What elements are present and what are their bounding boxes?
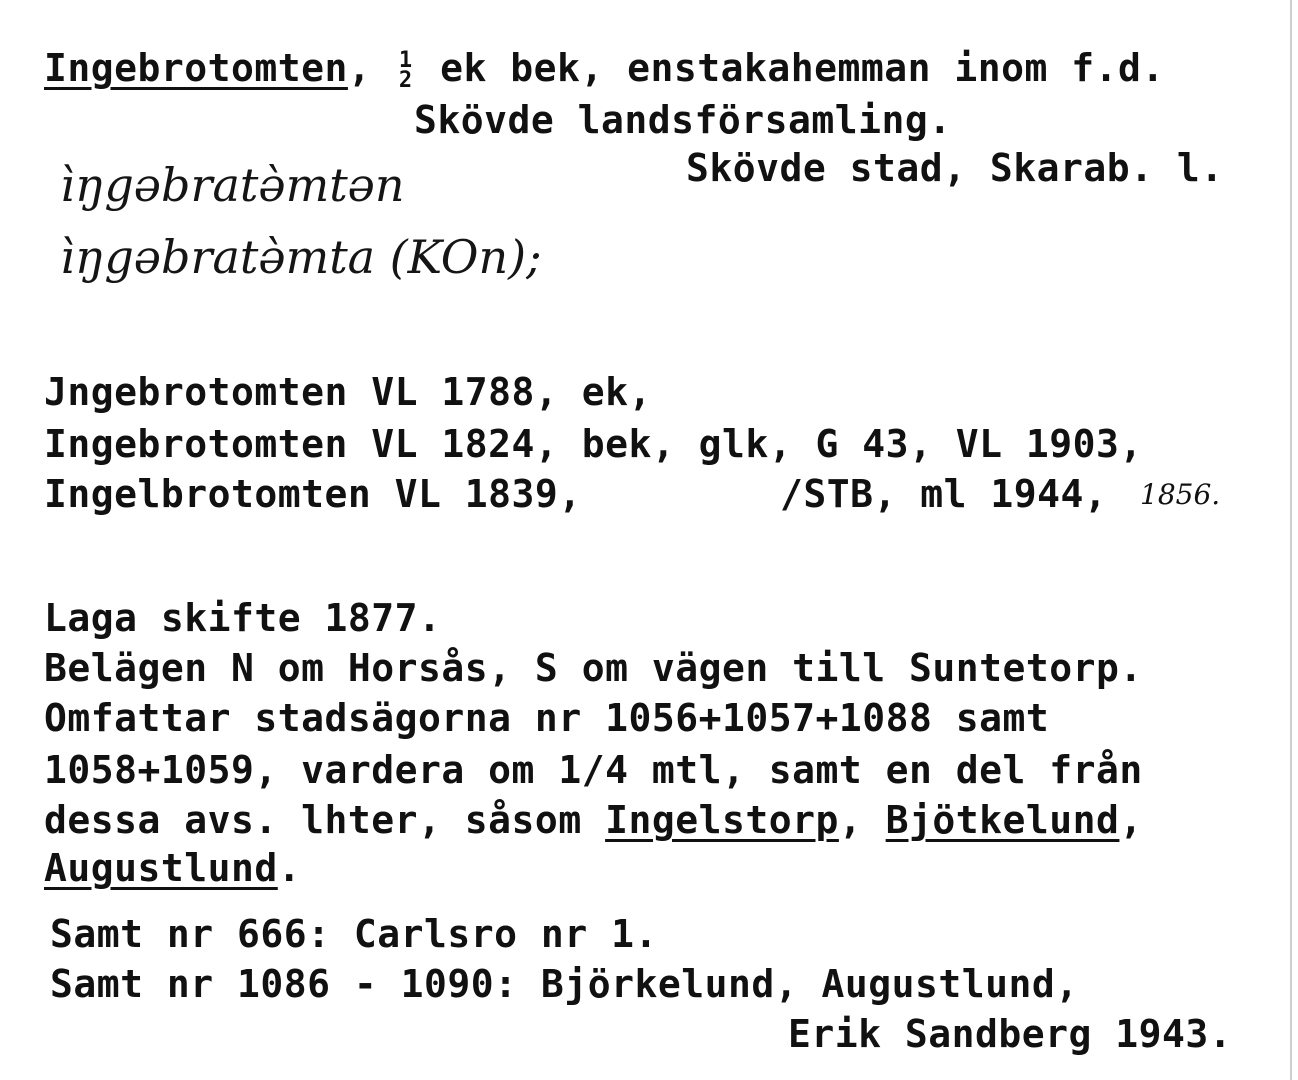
- signature: Erik Sandberg 1943.: [788, 1012, 1233, 1056]
- description-separator: ,: [838, 798, 863, 842]
- pronunciation-handwritten-2: ìŋgəbratə̀mta (KOn);: [60, 230, 542, 284]
- description-line-4-suffix: ,: [1119, 798, 1143, 842]
- fraction-numerator: 1: [398, 47, 413, 73]
- description-line-4: [44, 798, 1143, 842]
- description-line-2: Omfattar stadsägorna nr 1056+1057+1088 samt: [44, 696, 1050, 740]
- description-line-3: 1058+1059, vardera om 1/4 mtl, samt en del från: [44, 748, 1143, 792]
- form-line-1: Jngebrotomten VL 1788, ek,: [44, 370, 652, 414]
- header-line-1: Ingebrotomten, 1 2 ek bek, enstakahemman inom f.d.: [44, 46, 1165, 93]
- card-right-edge: [1290, 0, 1292, 1080]
- description-line-5-suffix: .: [277, 846, 302, 890]
- description-line-4-prefix: dessa avs. lhter, såsom: [44, 798, 582, 842]
- pronunciation-handwritten-1: ìŋgəbratə̀mtən: [60, 158, 405, 212]
- form-line-2: Ingebrotomten VL 1824, bek, glk, G 43, VL 1903,: [44, 422, 1143, 466]
- header-line-3: Skövde stad, Skarab. l.: [686, 146, 1224, 190]
- header-rest: ek bek, enstakahemman inom f.d.: [440, 46, 1165, 90]
- form-handwritten-year: 1856.: [1140, 478, 1221, 511]
- place-ref-bjotkelund: Bjötkelund: [885, 798, 1120, 842]
- form-line-3: Ingelbrotomten VL 1839,: [44, 472, 582, 516]
- fraction: [395, 47, 417, 93]
- place-ref-augustlund: Augustlund: [44, 846, 278, 890]
- headword: Ingebrotomten: [44, 46, 348, 90]
- description-line-1: Belägen N om Horsås, S om vägen till Suntetorp.: [44, 646, 1143, 690]
- card-top-edge: [0, 0, 1298, 3]
- description-line-5: [44, 846, 301, 890]
- laga-skifte: Laga skifte 1877.: [44, 596, 442, 640]
- samt-line-2: Samt nr 1086 - 1090: Björkelund, Augustlund,: [50, 962, 1079, 1006]
- header-line-2: Skövde landsförsamling.: [414, 98, 952, 142]
- samt-line-1: Samt nr 666: Carlsro nr 1.: [50, 912, 658, 956]
- form-line-3-tail: /STB, ml 1944,: [780, 472, 1108, 516]
- fraction-denominator: 2: [398, 67, 413, 93]
- place-ref-ingelstorp: Ingelstorp: [605, 798, 839, 842]
